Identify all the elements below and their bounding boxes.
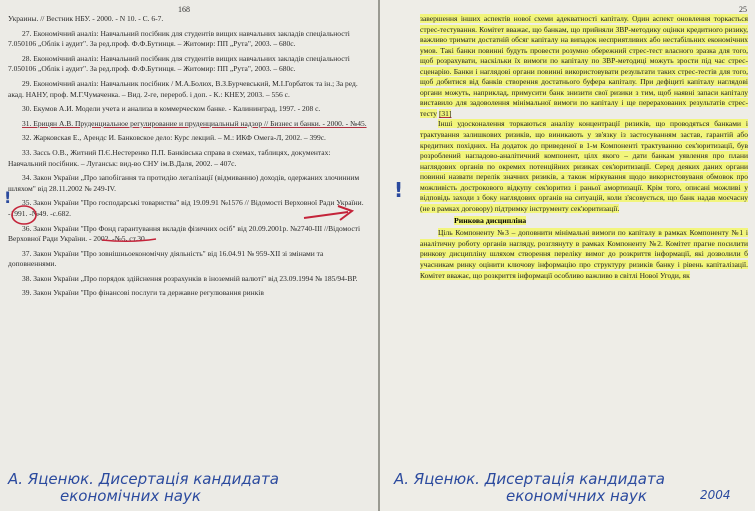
reference-item: 28. Економічний аналіз: Навчальний посібник для студентів вищих навчальних закладів спеціальності 7.050106 „Облік і аудит". За ред.проф. Ф.Ф.Бутинця. – Житомир: ПП „Рута", 2003. – 680с. bbox=[8, 53, 350, 74]
reference-item: 36. Закон України "Про Фонд гарантування вкладів фізичних осіб" від 20.09.2001р. №2740-ІІІ //Відомості Верховної Ради України. - 2002. -№5, ст.30. bbox=[8, 223, 361, 244]
citation-link: [31] bbox=[438, 108, 452, 118]
body-paragraph bbox=[420, 119, 748, 214]
reference-item: 34. Закон України „Про запобігання та протидію легалізації (відмиванню) доходів, одержаних злочинним шляхом" від 28.11.2002 № 249-IV. bbox=[8, 173, 360, 193]
margin-exclamation-mark: ! bbox=[4, 188, 12, 207]
reference-item: 37. Закон України "Про зовнішньоекономічну діяльність" від 16.04.91 № 959-XII зі змінами та доповненнями. bbox=[8, 248, 324, 269]
section-heading bbox=[420, 214, 748, 228]
reference-item: 32. Жарковская Е., Арендс И. Банковское дело: Курс лекций. – М.: ИКФ Омега-Л, 2002. – 399с. bbox=[22, 133, 326, 143]
reference-item: Украины. // Вестник НБУ. - 2000. - N 10. - С. 6-7. bbox=[8, 14, 164, 23]
right-signature-line2: економічних наук bbox=[506, 487, 647, 505]
highlighted-text: Ціль Компоненту №3 – доповнити мінімальні вимоги по капіталу в рамках Компоненту №1 і аналітичну роботу органів нагляду, розглянуту в рамках Компоненту №2. Комітет прагне посилити ринкову дисципліну шляхом створення переліку вимог до розкриття інформації, які дозволили б учасникам ринку оцінити ключову інформацію про структуру ризиків банку і рівень капіталізації. Комітет вважає, що розкриття інформації особливо важливо в світлі Нової Угоди, як bbox=[420, 228, 748, 280]
margin-exclamation-mark: ! bbox=[394, 178, 404, 202]
right-page-body bbox=[420, 14, 748, 281]
reference-item: 39. Закон України "Про фінансові послуги та державне регулювання ринків bbox=[22, 288, 264, 298]
reference-item: 29. Економічний аналіз: Навчальник посібник / М.А.Болюх, В.З.Бурчевський, М.І.Горбаток та ін.; За ред. акад. НАНУ, проф. М.Г.Чумаченка. – Вид. 2-ге, перероб. і доп. - К.: КНЕУ, 2003. – 556 с. bbox=[8, 78, 358, 99]
right-page-number: 25 bbox=[739, 5, 747, 14]
reference-list bbox=[8, 14, 368, 303]
highlighted-text: Інші удосконалення торкаються аналізу концентрації ризиків, що проводяться банками і трактування залишкових ризиків, що виникають у зв'язку із застосуванням застав, гарантій або кредитних похідних. На додаток до приведеної в 1-м Компоненті трактуванню сек'юритизації, був розроблений нагладово-аналітичний компонент, цілх якого – дати банкам уявлення про плани наглядових органів по окремих потенційних ризиках сек'юритизації. Серед деяких даних органи повинні назвати перелік значних ризиків, а також міркування щодо використовуваня обмовок про можливість дострокового відкупу сек'юритиз і раньої амортизації. Крім того, описані можливі у відповідь заходи з боку наглядових органів на ситуацій, коли з'ясовується, що банк надав моєчасну (не в рамках договору) підтримку інструменту сек'юритизації. bbox=[420, 119, 748, 213]
left-signature-line2: економічних наук bbox=[60, 487, 201, 505]
reference-item: 35. Закон України "Про господарські товариства" від 19.09.91 №1576 // Відомості Верховної Ради України. -1991. -№49. -с.682. bbox=[8, 198, 364, 218]
highlighted-heading: Ринкова дисципліна bbox=[454, 216, 527, 226]
highlighted-text: завершення інших аспектів нової схеми адекватності капіталу. Один аспект оновлення торкається стрес-тестування. Комітет вважає, що банкам, що прийняли ЗВР-методику оцінки кредитного ризику, важливо тримати достатній обсяг капіталу на випадок несприятливих або нестабільних економічних умов. Такі банки повинні будуть провести розумно обережний стрес-тест власного зразка для того, щоб розрахувати, наскільки їх вимоги по капіталу по ЗВР-методиці можуть зрости під час стрес-сценарію. Банки і наглядові органи повинні використовувати результати таких стрес-тестів для того, щоб добитися від банків створення достатнього буфера капіталу. При дефіциті капіталу наглядові органи можуть, наприклад, примусити банк знизити свої ризики з тим, щоб наявні запаси капіталу виставило для задоволення мінімальної вимоги по капіталу і ще перерахованих результатів стрес-тесту bbox=[420, 14, 748, 118]
right-signature-line1: А. Яценюк. Дисертація кандидата bbox=[394, 470, 665, 488]
reference-item: 27. Економічний аналіз: Навчальний посібник для студентів вищих навчальних закладів спеціальності 7.050106 „Облік і аудит". За ред.проф. Ф.Ф.Бутинця. – Житомир: ПП „Рута", 2003. – 680с. bbox=[8, 28, 350, 49]
reference-item: 30. Екумов А.И. Модели учета и анализа в коммерческом банке. - Калининград, 1997. - 208 с. bbox=[22, 104, 321, 114]
reference-item: 33. Зассь О.В., Житний П.Є.Нестеренко П.П. Банківська справа в схемах, таблицях, документах: Навчальний посібник. – Луганськ: вид-во СНУ ім.В.Даля, 2002. – 407с. bbox=[8, 147, 331, 168]
body-paragraph bbox=[420, 14, 748, 119]
body-paragraph bbox=[420, 228, 748, 281]
left-signature-line1: А. Яценюк. Дисертація кандидата bbox=[8, 470, 279, 488]
signature-year: 2004 bbox=[700, 488, 731, 502]
reference-item-highlighted: 31. Ерицян А.В. Пруденциальное регулирование и пруденциальный надзор // Бизнес и банки. - 2000. - №45. bbox=[22, 118, 367, 128]
left-page-number: 168 bbox=[178, 5, 190, 14]
reference-item: 38. Закон України „Про порядок здійснення розрахунків в іноземній валюті" від 23.09.1994 № 185/94-ВР. bbox=[22, 273, 358, 283]
right-page bbox=[380, 0, 755, 511]
